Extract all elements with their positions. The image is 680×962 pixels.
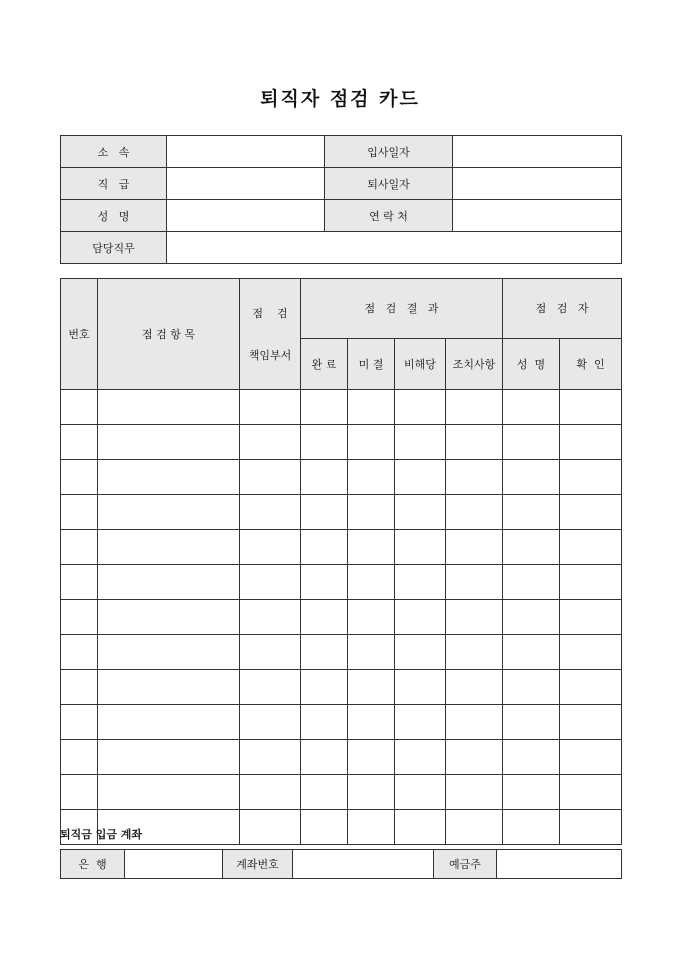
cell-item[interactable] (98, 705, 240, 740)
cell-confirm[interactable] (560, 530, 622, 565)
cell-action[interactable] (446, 670, 503, 705)
cell-action[interactable] (446, 810, 503, 845)
cell-pending[interactable] (348, 460, 395, 495)
col-number-header: 번호 (61, 279, 98, 390)
sub-done-header: 완 료 (301, 338, 348, 389)
cell-item[interactable] (98, 775, 240, 810)
table-row (61, 775, 622, 810)
cell-na[interactable] (395, 565, 446, 600)
sub-na-header: 비해당 (395, 338, 446, 389)
cell-done[interactable] (301, 600, 348, 635)
cell-confirm[interactable] (560, 600, 622, 635)
cell-pending[interactable] (348, 495, 395, 530)
bank-field[interactable] (125, 850, 223, 879)
cell-action[interactable] (446, 495, 503, 530)
position-label: 직 급 (61, 168, 167, 200)
cell-name[interactable] (503, 600, 560, 635)
cell-pending[interactable] (348, 670, 395, 705)
table-row (61, 635, 622, 670)
cell-pending[interactable] (348, 390, 395, 425)
sub-name-header: 성 명 (503, 338, 560, 389)
col-item-header: 점 검 항 목 (98, 279, 240, 390)
contact-label: 연 락 처 (325, 200, 453, 232)
cell-name[interactable] (503, 740, 560, 775)
cell-pending[interactable] (348, 775, 395, 810)
table-row (61, 495, 622, 530)
cell-done[interactable] (301, 810, 348, 845)
duty-field[interactable] (167, 232, 622, 264)
cell-dept[interactable] (240, 670, 301, 705)
cell-done[interactable] (301, 740, 348, 775)
cell-pending[interactable] (348, 635, 395, 670)
cell-action[interactable] (446, 600, 503, 635)
page-title: 퇴직자 점검 카드 (260, 88, 420, 110)
table-row (61, 810, 622, 845)
cell-dept[interactable] (240, 425, 301, 460)
cell-item[interactable] (98, 600, 240, 635)
cell-action[interactable] (446, 705, 503, 740)
cell-action[interactable] (446, 530, 503, 565)
cell-pending[interactable] (348, 565, 395, 600)
name-label: 성 명 (61, 200, 167, 232)
cell-na[interactable] (395, 670, 446, 705)
cell-dept[interactable] (240, 775, 301, 810)
contact-field[interactable] (453, 200, 622, 232)
retire-date-label: 퇴사일자 (325, 168, 453, 200)
cell-action[interactable] (446, 775, 503, 810)
col-dept-header (240, 279, 301, 390)
account-label: 계좌번호 (223, 850, 293, 879)
cell-na[interactable] (395, 425, 446, 460)
cell-name[interactable] (503, 565, 560, 600)
cell-action[interactable] (446, 740, 503, 775)
cell-done[interactable] (301, 635, 348, 670)
cell-dept[interactable] (240, 740, 301, 775)
cell-na[interactable] (395, 390, 446, 425)
cell-no[interactable] (61, 740, 98, 775)
hire-date-field[interactable] (453, 136, 622, 168)
cell-confirm[interactable] (560, 635, 622, 670)
cell-confirm[interactable] (560, 670, 622, 705)
cell-name[interactable] (503, 670, 560, 705)
cell-confirm[interactable] (560, 495, 622, 530)
col-result-header: 점 검 결 과 (301, 279, 503, 339)
table-row (61, 740, 622, 775)
dept-label: 소 속 (61, 136, 167, 168)
sub-action-header: 조치사항 (446, 338, 503, 389)
cell-dept[interactable] (240, 705, 301, 740)
sub-pending-header: 미 결 (348, 338, 395, 389)
cell-name[interactable] (503, 495, 560, 530)
cell-name[interactable] (503, 810, 560, 845)
cell-no[interactable] (61, 565, 98, 600)
cell-na[interactable] (395, 705, 446, 740)
cell-no[interactable] (61, 635, 98, 670)
cell-confirm[interactable] (560, 565, 622, 600)
cell-no[interactable] (61, 705, 98, 740)
cell-item[interactable] (98, 530, 240, 565)
bank-section-title: 퇴직금 입금 계좌 (60, 828, 143, 841)
cell-confirm[interactable] (560, 740, 622, 775)
cell-no[interactable] (61, 460, 98, 495)
bank-label: 은 행 (61, 850, 125, 879)
employee-info-table (60, 135, 622, 264)
cell-confirm[interactable] (560, 810, 622, 845)
cell-item[interactable] (98, 460, 240, 495)
cell-dept[interactable] (240, 810, 301, 845)
cell-action[interactable] (446, 390, 503, 425)
table-row (61, 600, 622, 635)
cell-dept[interactable] (240, 390, 301, 425)
cell-name[interactable] (503, 635, 560, 670)
cell-name[interactable] (503, 460, 560, 495)
cell-na[interactable] (395, 460, 446, 495)
table-row (61, 425, 622, 460)
cell-dept[interactable] (240, 635, 301, 670)
cell-done[interactable] (301, 425, 348, 460)
cell-pending[interactable] (348, 740, 395, 775)
cell-no[interactable] (61, 670, 98, 705)
retire-date-field[interactable] (453, 168, 622, 200)
cell-name[interactable] (503, 530, 560, 565)
cell-confirm[interactable] (560, 425, 622, 460)
cell-item[interactable] (98, 635, 240, 670)
name-field[interactable] (167, 200, 325, 232)
table-row (61, 530, 622, 565)
cell-pending[interactable] (348, 705, 395, 740)
sub-confirm-header: 확 인 (560, 338, 622, 389)
cell-no[interactable] (61, 530, 98, 565)
table-row (61, 390, 622, 425)
cell-confirm[interactable] (560, 705, 622, 740)
cell-done[interactable] (301, 460, 348, 495)
cell-name[interactable] (503, 390, 560, 425)
table-row (61, 565, 622, 600)
cell-action[interactable] (446, 565, 503, 600)
cell-no[interactable] (61, 425, 98, 460)
position-field[interactable] (167, 168, 325, 200)
cell-name[interactable] (503, 425, 560, 460)
cell-na[interactable] (395, 740, 446, 775)
cell-na[interactable] (395, 810, 446, 845)
cell-action[interactable] (446, 425, 503, 460)
table-row (61, 705, 622, 740)
cell-no[interactable] (61, 775, 98, 810)
cell-no[interactable] (61, 495, 98, 530)
cell-pending[interactable] (348, 810, 395, 845)
cell-confirm[interactable] (560, 460, 622, 495)
cell-dept[interactable] (240, 495, 301, 530)
cell-done[interactable] (301, 775, 348, 810)
cell-na[interactable] (395, 635, 446, 670)
cell-no[interactable] (61, 390, 98, 425)
checklist-table (60, 278, 622, 845)
cell-item[interactable] (98, 565, 240, 600)
cell-item[interactable] (98, 495, 240, 530)
cell-done[interactable] (301, 530, 348, 565)
cell-pending[interactable] (348, 600, 395, 635)
cell-item[interactable] (98, 740, 240, 775)
table-row (61, 460, 622, 495)
cell-action[interactable] (446, 635, 503, 670)
cell-dept[interactable] (240, 600, 301, 635)
col-dept-header-line2: 책임부서 (248, 349, 292, 362)
col-inspector-header: 점 검 자 (503, 279, 622, 339)
cell-name[interactable] (503, 775, 560, 810)
holder-label: 예금주 (434, 850, 497, 879)
cell-dept[interactable] (240, 460, 301, 495)
cell-confirm[interactable] (560, 775, 622, 810)
cell-item[interactable] (98, 390, 240, 425)
cell-dept[interactable] (240, 565, 301, 600)
cell-na[interactable] (395, 495, 446, 530)
hire-date-label: 입사일자 (325, 136, 453, 168)
table-row (61, 670, 622, 705)
cell-item[interactable] (98, 670, 240, 705)
duty-label: 담당직무 (61, 232, 167, 264)
cell-confirm[interactable] (560, 390, 622, 425)
cell-name[interactable] (503, 705, 560, 740)
cell-dept[interactable] (240, 530, 301, 565)
cell-done[interactable] (301, 565, 348, 600)
cell-item[interactable] (98, 425, 240, 460)
cell-pending[interactable] (348, 530, 395, 565)
cell-no[interactable] (61, 600, 98, 635)
cell-na[interactable] (395, 530, 446, 565)
cell-done[interactable] (301, 705, 348, 740)
col-dept-header-line1: 점 검 (252, 307, 288, 320)
cell-na[interactable] (395, 600, 446, 635)
cell-done[interactable] (301, 495, 348, 530)
cell-action[interactable] (446, 460, 503, 495)
holder-field[interactable] (497, 850, 622, 879)
cell-na[interactable] (395, 775, 446, 810)
cell-done[interactable] (301, 390, 348, 425)
cell-done[interactable] (301, 670, 348, 705)
bank-account-table (60, 849, 622, 879)
account-field[interactable] (293, 850, 434, 879)
cell-pending[interactable] (348, 425, 395, 460)
dept-field[interactable] (167, 136, 325, 168)
